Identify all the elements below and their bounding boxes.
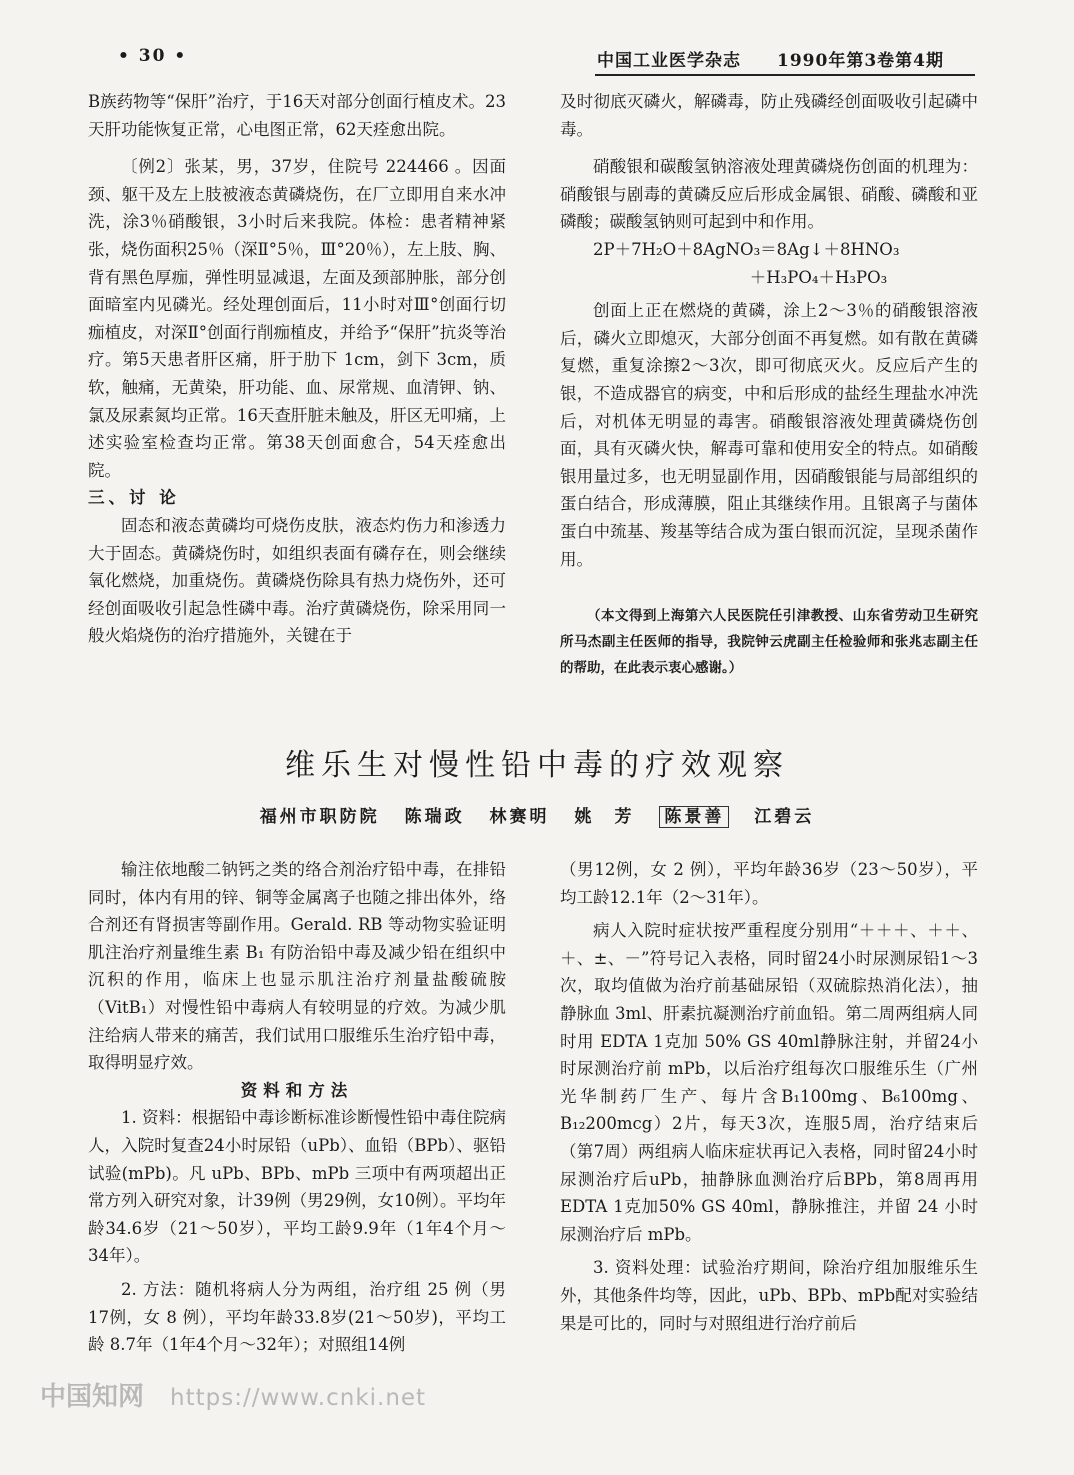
paragraph: 创面上正在燃烧的黄磷，涂上2～3％的硝酸银溶液后，磷火立即熄灭，大部分创面不再复燃。如有散在黄磷复燃，重复涂擦2～3次，即可彻底灭火。反应后产生的银，不造成器官的病变，中和后形成的盐经生理盐水冲洗后，对机体无明显的毒害。硝酸银溶液处理黄磷烧伤创面，具有灭磷火快，解毒可靠和使用安全的特点。如硝酸银用量过多，也无明显副作用，因硝酸银能与局部组织的蛋白结合，形成薄膜，阻止其继续作用。且银离子与菌体蛋白中巯基、羧基等结合成为蛋白银而沉淀，呈现杀菌作用。 (560, 301, 978, 569)
paragraph: 固态和液态黄磷均可烧伤皮肤，液态灼伤力和渗透力大于固态。黄磷烧伤时，如组织表面有磷存在，则会继续氧化燃烧，加重烧伤。黄磷烧伤除具有热力烧伤外，还可经创面吸收引起急性磷中毒。治疗黄磷烧伤，除采用同一般火焰烧伤的治疗措施外，关键在于 (88, 515, 506, 646)
cnki-watermark (40, 1376, 426, 1413)
right-column-bottom (560, 856, 978, 1337)
paragraph: B族药物等“保肝”治疗，于16天对部分创面行植皮术。23天肝功能恢复正常，心电图正常，62天痊愈出院。 (88, 92, 506, 139)
author: 姚 芳 (574, 807, 635, 827)
section-heading: 资料和方法 (240, 1080, 354, 1100)
author: 陈瑞政 (404, 807, 465, 827)
page-number: • 30 • (118, 46, 188, 66)
author: 江碧云 (754, 807, 815, 827)
left-column-top (88, 88, 506, 650)
section-heading: 三、讨 论 (88, 488, 180, 508)
author-boxed: 陈景善 (659, 806, 729, 828)
paragraph: 3. 资料处理：试验治疗期间，除治疗组加服维乐生外，其他条件均等，因此，uPb、BPb、mPb配对实验结果是可比的，同时与对照组进行治疗前后 (560, 1258, 978, 1333)
author-line (0, 802, 1074, 827)
paragraph: 病人入院时症状按严重程度分别用“＋＋＋、＋＋、＋、±、－”符号记入表格，同时留24小时尿测尿铅1～3次，取均值做为治疗前基础尿铅（双硫腙热消化法），抽静脉血 3ml、肝素抗凝测治疗前血铅。第二周两组病人同时用 EDTA 1克加 50% GS 40ml静脉注射，并留24小时尿测治疗前 mPb，以后治疗组每次口服维乐生（广州光华制药厂生产、每片含B₁100mg、B₆100mg、B₁₂200mcg）2片，每天3次，连服5周，治疗结束后（第7周）两组病人临床症状再记入表格，同时留24小时尿测治疗后uPb，抽静脉血测治疗后BPb，第8周再用EDTA 1克加50% GS 40ml，静脉推注，并留 24 小时尿测治疗后 mPb。 (560, 921, 978, 1244)
author: 林赛明 (489, 807, 550, 827)
left-column-bottom (88, 856, 506, 1359)
journal-name: 中国工业医学杂志 1990年第3卷第4期 (597, 51, 944, 71)
watermark-url: https://www.cnki.net (170, 1385, 427, 1411)
institution: 福州市职防院 (259, 807, 380, 827)
paragraph: 2. 方法：随机将病人分为两组，治疗组 25 例（男17例，女 8 例），平均年龄33.8岁(21～50岁)，平均工龄 8.7年（1年4个月～32年）；对照组14例 (88, 1279, 506, 1355)
paragraph: 输注依地酸二钠钙之类的络合剂治疗铅中毒，在排铅同时，体内有用的锌、铜等金属离子也随之排出体外，络合剂还有肾损害等副作用。Gerald. RB 等动物实验证明肌注治疗剂量维生素 B₁ 有防治铅中毒及减少铅在组织中沉积的作用，临床上也显示肌注治疗剂量盐酸硫胺（VitB₁）对慢性铅中毒病人有较明显的疗效。为减少肌注给病人带来的痛苦，我们试用口服维乐生治疗铅中毒，取得明显疗效。 (88, 860, 506, 1073)
acknowledgement: （本文得到上海第六人民医院任引津教授、山东省劳动卫生研究所马杰副主任医师的指导，我院钟云虎副主任检验师和张兆志副主任的帮助，在此表示衷心感谢。） (560, 608, 978, 677)
paragraph: 〔例2〕张某，男，37岁，住院号 224466 。因面颈、躯干及左上肢被液态黄磷烧伤，在厂立即用自来水冲洗，涂3％硝酸银，3小时后来我院。体检：患者精神紧张，烧伤面积25％（深Ⅱ°5％，Ⅲ°20％），左上肢、胸、背有黑色厚痂，弹性明显减退，左面及颈部肿胀，部分创面暗室内见磷光。经处理创面后，11小时对Ⅲ°创面行切痂植皮，对深Ⅱ°创面行削痂植皮，并给予“保肝”抗炎等治疗。第5天患者肝区痛，肝于肋下 1cm，剑下 3cm，质软，触痛，无黄染，肝功能、血、尿常规、血清钾、钠、氯及尿素氮均正常。16天查肝脏未触及，肝区无叩痛，上述实验室检查均正常。第38天创面愈合，54天痊愈出院。 (88, 157, 506, 480)
chemical-equation-line2: ＋H₃PO₄＋H₃PO₃ (749, 267, 888, 287)
paragraph: 硝酸银和碳酸氢钠溶液处理黄磷烧伤创面的机理为：硝酸银与剧毒的黄磷反应后形成金属银、硝酸、磷酸和亚磷酸；碳酸氢钠则可起到中和作用。 (560, 157, 978, 232)
page-header (0, 40, 1074, 80)
right-column-top (560, 88, 978, 681)
chemical-equation-line1: 2P＋7H₂O＋8AgNO₃＝8Ag↓＋8HNO₃ (593, 239, 900, 259)
paragraph: （男12例，女 2 例），平均年龄36岁（23～50岁），平均工龄12.1年（2～31年）。 (560, 860, 978, 907)
paragraph: 1. 资料：根据铅中毒诊断标准诊断慢性铅中毒住院病人，入院时复查24小时尿铅（uPb）、血铅（BPb）、驱铅试验(mPb)。凡 uPb、BPb、mPb 三项中有两项超出正常方列入研究对象，计39例（男29例，女10例）。平均年龄34.6岁（21～50岁），平均工龄9.9年（1年4个月～34年）。 (88, 1108, 506, 1266)
header-rule (595, 74, 975, 76)
watermark-brand: 中国知网 (40, 1382, 145, 1412)
paragraph: 及时彻底灭磷火，解磷毒，防止残磷经创面吸收引起磷中毒。 (560, 92, 978, 139)
article-title: 维乐生对慢性铅中毒的疗效观察 (285, 748, 789, 783)
